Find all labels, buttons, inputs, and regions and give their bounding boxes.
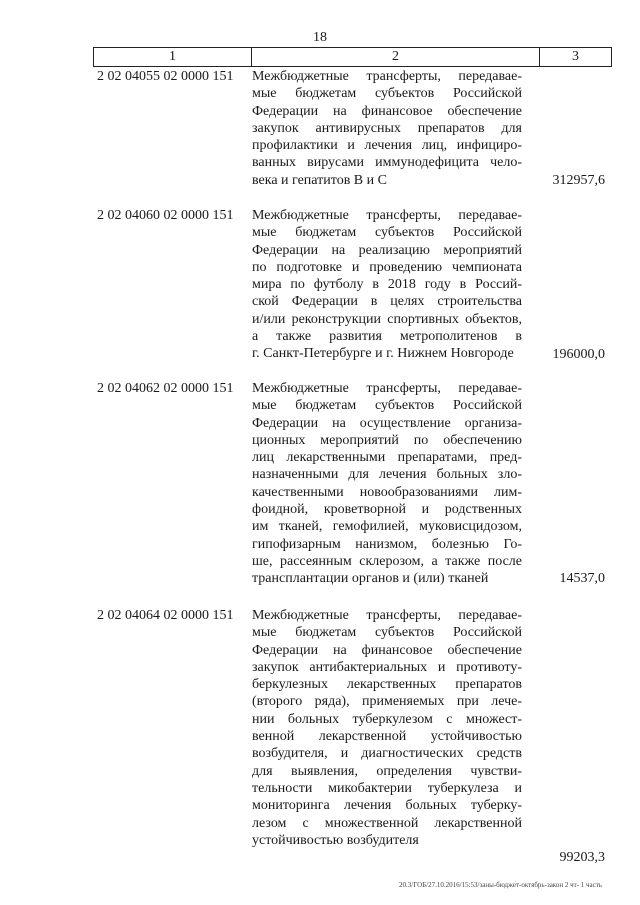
column-header-3: 3 bbox=[540, 48, 612, 67]
description-line: века и гепатитов В и С bbox=[252, 172, 387, 188]
page-number: 18 bbox=[313, 30, 327, 45]
description-line: и/или реконструкции спортивных объектов, bbox=[252, 311, 522, 327]
footer-file-stamp: 20.3/ГОБ/27.10.2016/15:53/заны-бюджет-октябрь-закон 2 чт- 1 часть bbox=[399, 881, 602, 889]
description-line: лезом с множественной лекарственной bbox=[252, 815, 522, 831]
column-header-table bbox=[93, 47, 612, 67]
description-line: закупок антивирусных препаратов для bbox=[252, 120, 522, 136]
column-header-1: 1 bbox=[94, 48, 252, 67]
description-line: профилактики и лечения лиц, инфициро- bbox=[252, 138, 522, 154]
description-line: г. Санкт-Петербурге и г. Нижнем Новгороде bbox=[252, 346, 514, 362]
description-line: Межбюджетные трансферты, передавае- bbox=[252, 208, 522, 223]
row-description bbox=[252, 68, 522, 189]
description-line: им тканей, гемофилией, муковисцидозом, bbox=[252, 519, 522, 535]
description-line: а также развития метрополитенов в bbox=[252, 329, 522, 345]
description-line: гипофизарным нанизмом, болезнью Го- bbox=[252, 536, 522, 552]
column-header-2: 2 bbox=[252, 48, 540, 67]
description-line: возбудителя, и диагностических средств bbox=[252, 746, 522, 762]
description-line: для выявления, определения чувстви- bbox=[252, 763, 522, 779]
row-amount: 14537,0 bbox=[559, 571, 605, 586]
description-line: мониторинга лечения больных туберку- bbox=[252, 798, 522, 814]
row-amount: 196000,0 bbox=[552, 347, 605, 362]
description-line: Межбюджетные трансферты, передавае- bbox=[252, 381, 522, 396]
description-line: мые бюджетам субъектов Российской bbox=[252, 86, 522, 102]
row-amount: 312957,6 bbox=[552, 173, 605, 188]
description-line: венной лекарственной устойчивостью bbox=[252, 729, 522, 745]
description-line: Федерации на финансовое обеспечение bbox=[252, 103, 522, 119]
description-line: ванных вирусами иммунодефицита чело- bbox=[252, 155, 522, 171]
row-amount: 99203,3 bbox=[559, 850, 605, 865]
description-line: трансплантации органов и (или) тканей bbox=[252, 571, 489, 587]
description-line: закупок антибактериальных и противоту- bbox=[252, 659, 522, 675]
description-line: мира по футболу в 2018 году в Россий- bbox=[252, 277, 522, 293]
description-line: мые бюджетам субъектов Российской bbox=[252, 398, 522, 414]
description-line: фоидной, кроветворной и родственных bbox=[252, 502, 522, 518]
description-line: мые бюджетам субъектов Российской bbox=[252, 225, 522, 241]
description-line: Межбюджетные трансферты, передавае- bbox=[252, 608, 522, 623]
description-line: устойчивостью возбудителя bbox=[252, 832, 419, 848]
description-line: (второго ряда), применяемых при лече- bbox=[252, 694, 522, 710]
description-line: качественными новообразованиями лим- bbox=[252, 484, 522, 500]
budget-code: 2 02 04055 02 0000 151 bbox=[97, 69, 234, 84]
description-line: мые бюджетам субъектов Российской bbox=[252, 625, 522, 641]
description-line: Межбюджетные трансферты, передавае- bbox=[252, 69, 522, 84]
description-line: Федерации на реализацию мероприятий bbox=[252, 242, 522, 258]
budget-code: 2 02 04060 02 0000 151 bbox=[97, 208, 234, 223]
description-line: нии больных туберкулезом с множест- bbox=[252, 711, 522, 727]
description-line: ской Федерации в целях строительства bbox=[252, 294, 522, 310]
row-description bbox=[252, 207, 522, 363]
description-line: беркулезных лекарственных препаратов bbox=[252, 677, 522, 693]
description-line: назначенными для лечения больных зло- bbox=[252, 467, 522, 483]
description-line: тельности микобактерии туберкулеза и bbox=[252, 780, 522, 796]
budget-code: 2 02 04064 02 0000 151 bbox=[97, 608, 234, 623]
description-line: ше, рассеянным склерозом, а также после bbox=[252, 553, 522, 569]
description-line: по подготовке и проведению чемпионата bbox=[252, 259, 522, 275]
description-line: лиц лекарственными препаратами, пред- bbox=[252, 450, 522, 466]
description-line: ционных мероприятий по обеспечению bbox=[252, 432, 522, 448]
description-line: Федерации на финансовое обеспечение bbox=[252, 642, 522, 658]
row-description bbox=[252, 607, 522, 849]
budget-code: 2 02 04062 02 0000 151 bbox=[97, 381, 234, 396]
row-description bbox=[252, 380, 522, 588]
description-line: Федерации на осуществление организа- bbox=[252, 415, 522, 431]
